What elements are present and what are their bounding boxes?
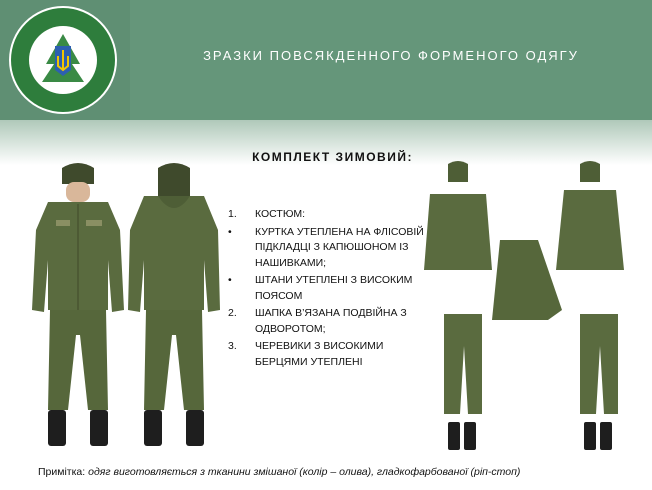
jacket-front-flat bbox=[424, 194, 492, 270]
name-patch bbox=[56, 220, 70, 226]
list-line: НАШИВКАМИ; bbox=[255, 256, 327, 269]
list-marker: 2. bbox=[228, 307, 237, 319]
boot-left bbox=[48, 410, 66, 446]
kit-title: КОМПЛЕКТ ЗИМОВИЙ: bbox=[252, 150, 413, 164]
list-item bbox=[228, 339, 433, 370]
boot-right bbox=[186, 410, 204, 446]
beanie-hat bbox=[158, 163, 190, 196]
winter-trousers bbox=[144, 310, 204, 410]
list-marker: • bbox=[228, 225, 232, 238]
beanie-hat bbox=[580, 161, 600, 182]
jacket-back-flat bbox=[556, 190, 624, 270]
list-line: ШТАНИ УТЕПЛЕНІ З ВИСОКИМ bbox=[255, 274, 413, 286]
footnote bbox=[38, 466, 520, 478]
list-marker: 3. bbox=[228, 340, 237, 352]
list-item bbox=[228, 273, 433, 304]
list-marker: 1. bbox=[228, 208, 237, 220]
boot bbox=[584, 422, 596, 450]
list-item bbox=[228, 207, 433, 223]
page-title: ЗРАЗКИ ПОВСЯКДЕННОГО ФОРМЕНОГО ОДЯГУ bbox=[203, 48, 579, 63]
list-line: ОДВОРОТОМ; bbox=[255, 322, 326, 335]
boot bbox=[600, 422, 612, 450]
kit-list bbox=[228, 207, 433, 372]
chest-patch bbox=[86, 220, 102, 226]
boot-left bbox=[144, 410, 162, 446]
footnote-text: одяг виготовляється з тканини змішаної (колір – олива), гладкофарбованої (ріп-стоп) bbox=[85, 466, 521, 478]
list-item bbox=[228, 225, 433, 272]
uniform-front-figure bbox=[28, 160, 128, 452]
list-item bbox=[228, 306, 433, 337]
winter-trousers bbox=[48, 310, 108, 410]
boot bbox=[448, 422, 460, 450]
jacket-open-flat bbox=[492, 240, 562, 320]
boot-right bbox=[90, 410, 108, 446]
beanie-hat bbox=[62, 163, 94, 184]
footnote-label: Примітка: bbox=[38, 466, 86, 478]
agency-logo bbox=[6, 4, 120, 116]
list-line: КУРТКА УТЕПЛЕНА НА ФЛІСОВІЙ bbox=[255, 225, 424, 238]
winter-jacket-back bbox=[128, 196, 220, 312]
trousers-front-flat bbox=[444, 314, 482, 414]
trousers-back-flat bbox=[580, 314, 618, 414]
list-line: КОСТЮМ: bbox=[255, 208, 306, 220]
list-line: ШАПКА В’ЯЗАНА ПОДВІЙНА З bbox=[255, 307, 407, 319]
beanie-hat bbox=[448, 161, 468, 182]
list-line: ПОЯСОМ bbox=[255, 289, 303, 302]
face bbox=[66, 182, 90, 202]
boot bbox=[464, 422, 476, 450]
list-line: ЧЕРЕВИКИ З ВИСОКИМИ bbox=[255, 340, 384, 352]
list-marker: • bbox=[228, 274, 232, 286]
list-line: БЕРЦЯМИ УТЕПЛЕНІ bbox=[255, 355, 363, 368]
uniform-back-figure bbox=[124, 160, 224, 452]
uniform-flat-items bbox=[420, 160, 635, 452]
list-line: ПІДКЛАДЦІ З КАПЮШОНОМ ІЗ bbox=[255, 241, 409, 253]
